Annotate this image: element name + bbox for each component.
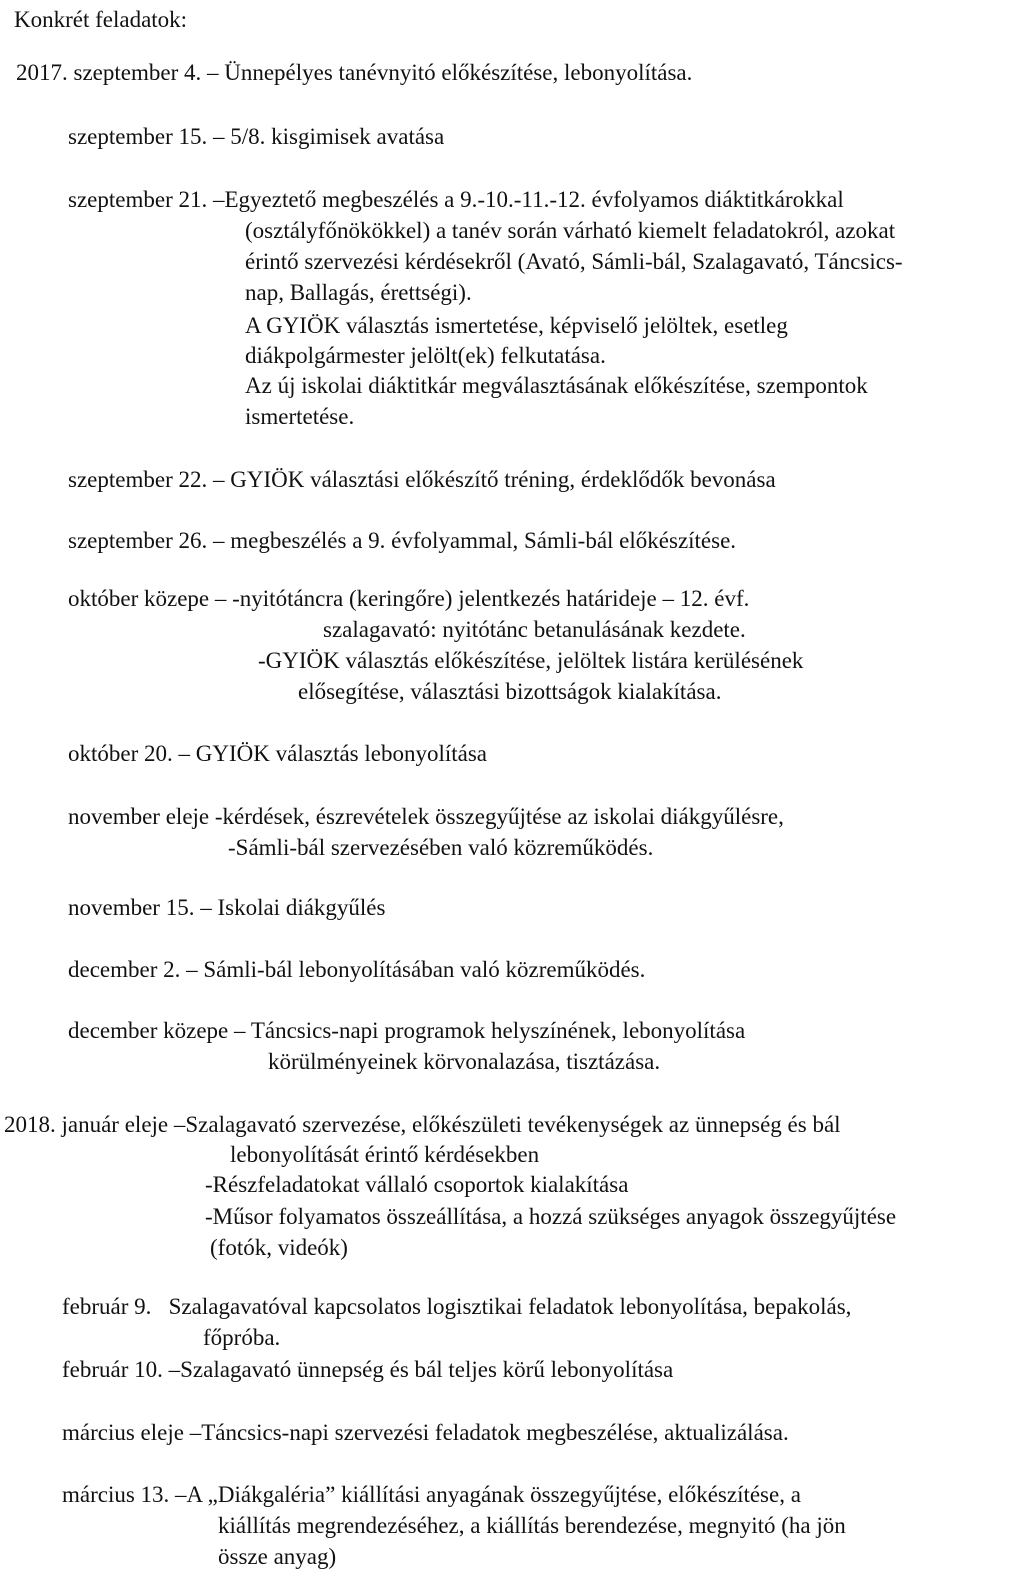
entry-line: A GYIÖK választás ismertetése, képviselő jelöltek, esetleg (245, 313, 788, 338)
entry-line: március 13. –A „Diákgaléria” kiállítási anyagának összegyűjtése, előkészítése, a (62, 1482, 801, 1507)
entry-line: (fotók, videók) (210, 1235, 348, 1260)
entry-line: szeptember 26. – megbeszélés a 9. évfolyammal, Sámli-bál előkészítése. (68, 528, 737, 553)
entry-line: szeptember 15. – 5/8. kisgimisek avatása (68, 124, 445, 149)
entry-line: -Műsor folyamatos összeállítása, a hozzá szükséges anyagok összegyűjtése (205, 1204, 897, 1229)
entry-line: december 2. – Sámli-bál lebonyolításában való közreműködés. (68, 957, 646, 982)
entry-line: szalagavató: nyitótánc betanulásának kezdete. (323, 617, 746, 642)
entry-line: november 15. – Iskolai diákgyűlés (68, 895, 386, 920)
entry-line: -Részfeladatokat vállaló csoportok kialakítása (205, 1172, 629, 1197)
entry-line: február 9. Szalagavatóval kapcsolatos logisztikai feladatok lebonyolítása, bepakolás, (62, 1294, 852, 1319)
entry-line: főpróba. (203, 1325, 281, 1350)
entry-line: diákpolgármester jelölt(ek) felkutatása. (245, 343, 606, 368)
entry-line: 2018. január eleje –Szalagavató szervezése, előkészületi tevékenységek az ünnepség és bál (4, 1112, 841, 1137)
entry-line: szeptember 22. – GYIÖK választási előkészítő tréning, érdeklődők bevonása (68, 467, 776, 492)
entry-line: kiállítás megrendezéséhez, a kiállítás berendezése, megnyitó (ha jön (218, 1513, 846, 1538)
entry-line: szeptember 21. –Egyeztető megbeszélés a 9.-10.-11.-12. évfolyamos diáktitkárokkal (68, 187, 844, 212)
entry-line: december közepe – Táncsics-napi programok helyszínének, lebonyolítása (68, 1018, 746, 1043)
entry-line: érintő szervezési kérdésekről (Avató, Sámli-bál, Szalagavató, Táncsics- (245, 249, 903, 274)
entry-line: február 10. –Szalagavató ünnepség és bál teljes körű lebonyolítása (62, 1357, 674, 1382)
entry-line: Az új iskolai diáktitkár megválasztásának előkészítése, szempontok (245, 373, 868, 398)
entry-line: ismertetése. (245, 404, 355, 429)
entry-line: -GYIÖK választás előkészítése, jelöltek listára kerülésének (258, 648, 804, 673)
entry-line: október közepe – -nyitótáncra (keringőre) jelentkezés határideje – 12. évf. (68, 586, 750, 611)
entry-line: lebonyolítását érintő kérdésekben (230, 1142, 540, 1167)
entry-line: október 20. – GYIÖK választás lebonyolítása (68, 741, 488, 766)
entry-line: körülményeinek körvonalazása, tisztázása. (268, 1049, 661, 1074)
entry-line: 2017. szeptember 4. – Ünnepélyes tanévnyitó előkészítése, lebonyolítása. (16, 60, 693, 85)
page-heading: Konkrét feladatok: (14, 7, 188, 32)
entry-line: november eleje -kérdések, észrevételek összegyűjtése az iskolai diákgyűlésre, (68, 804, 784, 829)
entry-line: össze anyag) (218, 1544, 337, 1569)
entry-line: elősegítése, választási bizottságok kialakítása. (298, 679, 722, 704)
entry-line: nap, Ballagás, érettségi). (245, 280, 472, 305)
entry-line: március eleje –Táncsics-napi szervezési feladatok megbeszélése, aktualizálása. (62, 1420, 789, 1445)
entry-line: (osztályfőnökökkel) a tanév során várható kiemelt feladatokról, azokat (245, 218, 896, 243)
entry-line: -Sámli-bál szervezésében való közreműködés. (228, 835, 654, 860)
